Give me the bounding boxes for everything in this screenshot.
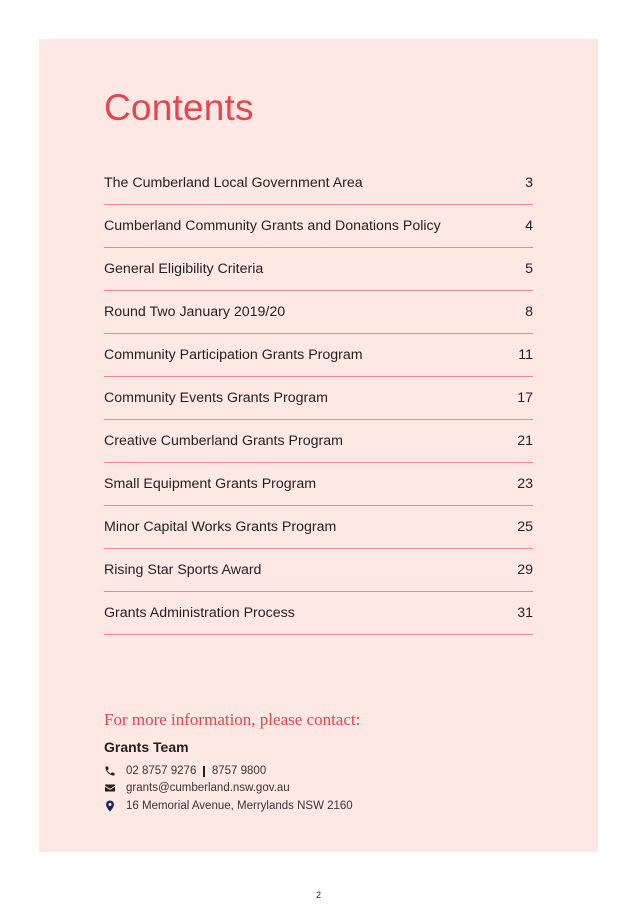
toc-entry[interactable] — [104, 463, 533, 506]
toc-entry-page: 29 — [517, 562, 533, 578]
toc-entry[interactable] — [104, 334, 533, 377]
toc-entry-label: Creative Cumberland Grants Program — [104, 433, 343, 449]
toc-entry[interactable] — [104, 162, 533, 205]
phone-number-2[interactable]: 8757 9800 — [211, 765, 267, 777]
phone-separator — [203, 766, 205, 777]
toc-entry-label: Cumberland Community Grants and Donations Policy — [104, 218, 441, 234]
phone-icon — [104, 765, 116, 777]
toc-entry-label: Rising Star Sports Award — [104, 562, 262, 578]
toc-entry[interactable] — [104, 420, 533, 463]
contact-address-line — [104, 800, 353, 812]
toc-entry-page: 31 — [517, 605, 533, 621]
toc-entry[interactable] — [104, 592, 533, 635]
page-title: Contents — [104, 87, 254, 128]
toc-entry-label: Community Events Grants Program — [104, 390, 328, 406]
toc-entry-page: 25 — [517, 519, 533, 535]
toc-entry-page: 3 — [525, 175, 533, 191]
toc-entry-page: 11 — [518, 347, 533, 363]
page-number: 2 — [315, 890, 321, 900]
toc-entry[interactable] — [104, 205, 533, 248]
toc-entry[interactable] — [104, 248, 533, 291]
contact-address: 16 Memorial Avenue, Merrylands NSW 2160 — [126, 800, 353, 812]
toc-entry-label: Minor Capital Works Grants Program — [104, 519, 337, 535]
toc-entry-label: Small Equipment Grants Program — [104, 476, 317, 492]
toc-entry-page: 23 — [517, 476, 533, 492]
toc-entry-label: The Cumberland Local Government Area — [104, 175, 363, 191]
contact-heading: For more information, please contact: — [104, 710, 361, 729]
envelope-icon — [104, 782, 116, 794]
toc-entry-label: Grants Administration Process — [104, 605, 295, 621]
toc-entry-label: Community Participation Grants Program — [104, 347, 363, 363]
toc-entry-page: 5 — [525, 261, 533, 277]
phone-number-1[interactable]: 02 8757 9276 — [126, 765, 197, 777]
toc-entry-label: General Eligibility Criteria — [104, 261, 264, 277]
toc-entry[interactable] — [104, 549, 533, 592]
toc-entry[interactable] — [104, 377, 533, 420]
table-of-contents — [104, 162, 533, 635]
contact-email[interactable]: grants@cumberland.nsw.gov.au — [126, 782, 290, 794]
toc-entry[interactable] — [104, 506, 533, 549]
toc-entry[interactable] — [104, 291, 533, 334]
toc-entry-page: 8 — [525, 304, 533, 320]
toc-entry-page: 17 — [517, 390, 533, 406]
toc-entry-page: 21 — [517, 433, 533, 449]
toc-entry-page: 4 — [525, 218, 533, 234]
toc-entry-label: Round Two January 2019/20 — [104, 304, 286, 320]
contact-team-name: Grants Team — [104, 739, 189, 755]
contact-phone-line — [104, 765, 266, 777]
contact-email-line — [104, 782, 290, 794]
map-pin-icon — [104, 800, 116, 812]
